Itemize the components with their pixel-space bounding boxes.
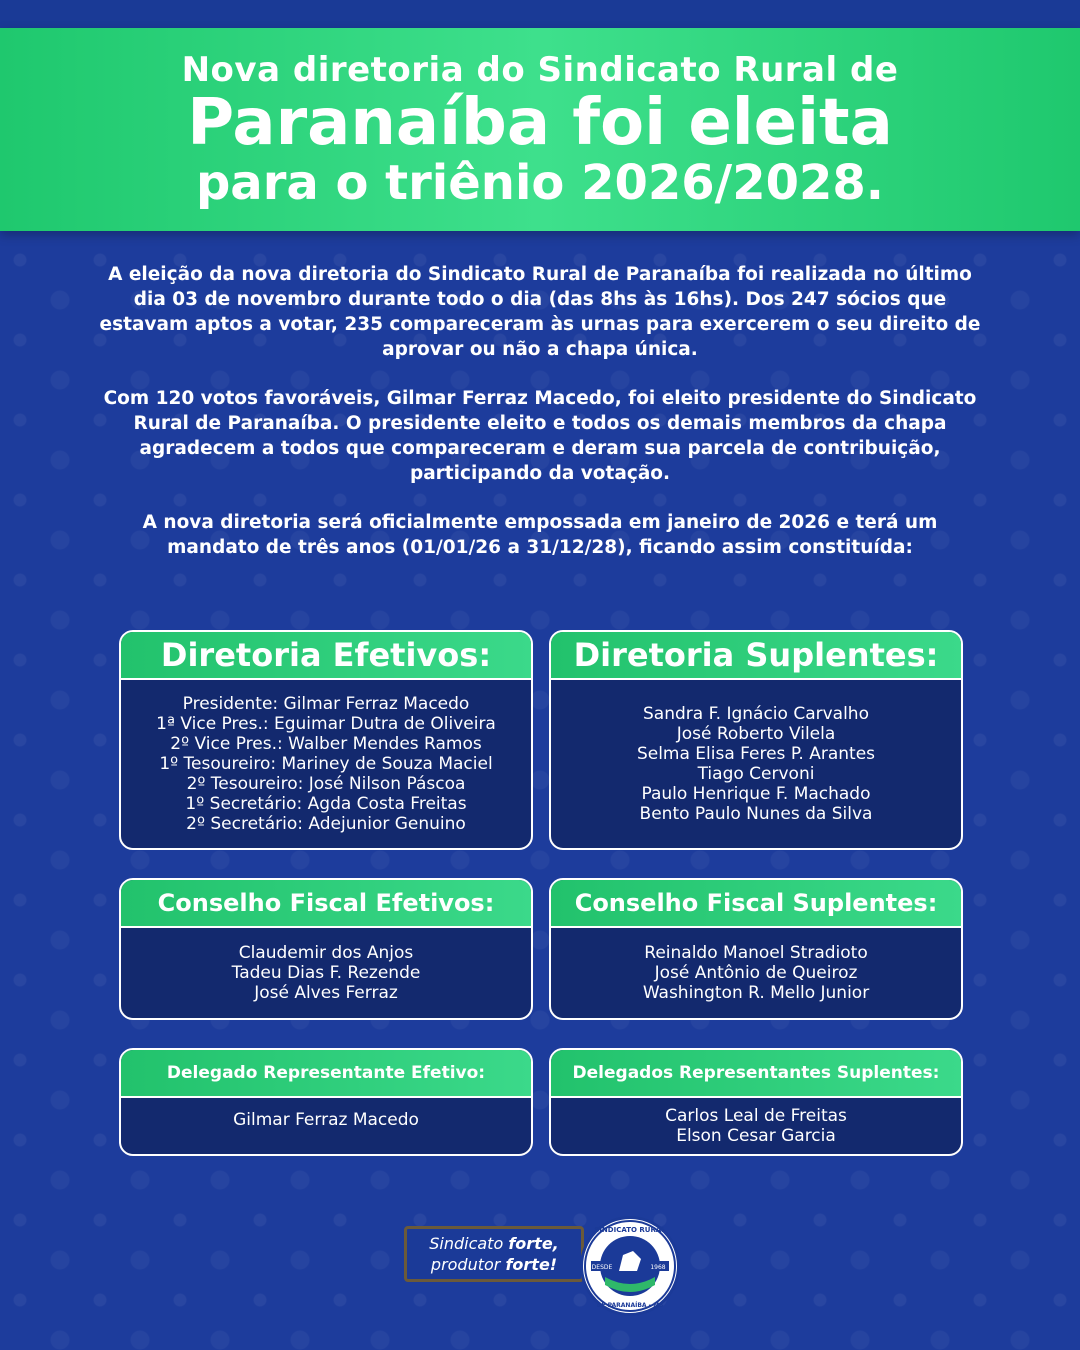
list-item: Carlos Leal de Freitas bbox=[665, 1106, 847, 1126]
seal-left-text: DESDE bbox=[591, 1264, 613, 1271]
headline-line-2: Paranaíba foi eleita bbox=[187, 85, 893, 160]
list-item: Tadeu Dias F. Rezende bbox=[231, 963, 421, 983]
list-item: 1º Tesoureiro: Mariney de Souza Maciel bbox=[159, 754, 493, 774]
headline-line-3: para o triênio 2026/2028. bbox=[195, 154, 885, 211]
top-strip bbox=[0, 0, 1080, 28]
card-body bbox=[121, 680, 531, 848]
list-item: Gilmar Ferraz Macedo bbox=[233, 1110, 419, 1130]
intro-paragraph-1: A eleição da nova diretoria do Sindicato Rural de Paranaíba foi realizada no último dia 03 de novembro durante todo o dia (das 8hs às 16hs). Dos 247 sócios que estavam aptos a votar, 235 compareceram às urnas para exercerem o seu direito de aprovar ou não a chapa única. bbox=[99, 264, 981, 360]
slogan-text: Sindicato bbox=[429, 1234, 509, 1253]
list-item: 2º Secretário: Adejunior Genuino bbox=[186, 814, 466, 834]
header-banner bbox=[0, 28, 1080, 231]
card-title: Delegados Representantes Suplentes: bbox=[551, 1050, 961, 1098]
slogan-text: produtor bbox=[430, 1255, 506, 1274]
slogan-line-2 bbox=[431, 1254, 557, 1275]
card-title: Diretoria Efetivos: bbox=[121, 632, 531, 680]
card-body bbox=[551, 680, 961, 848]
slogan-line-1 bbox=[429, 1233, 559, 1254]
list-item: José Antônio de Queiroz bbox=[654, 963, 858, 983]
list-item: Presidente: Gilmar Ferraz Macedo bbox=[182, 694, 470, 714]
card-title: Diretoria Suplentes: bbox=[551, 632, 961, 680]
list-item: Sandra F. Ignácio Carvalho bbox=[643, 704, 869, 724]
sindicato-seal-logo bbox=[580, 1216, 680, 1316]
list-item: Bento Paulo Nunes da Silva bbox=[639, 804, 873, 824]
list-item: Reinaldo Manoel Stradioto bbox=[644, 943, 868, 963]
list-item: Tiago Cervoni bbox=[697, 764, 815, 784]
list-item: José Alves Ferraz bbox=[254, 983, 398, 1003]
headline-line-1: Nova diretoria do Sindicato Rural de bbox=[181, 49, 899, 90]
card-body bbox=[551, 928, 961, 1018]
seal-icon bbox=[583, 1219, 677, 1313]
list-item: Claudemir dos Anjos bbox=[238, 943, 414, 963]
card-body bbox=[121, 1098, 531, 1154]
list-item: 2º Vice Pres.: Walber Mendes Ramos bbox=[170, 734, 482, 754]
card-diretoria-suplentes bbox=[549, 630, 963, 850]
list-item: Selma Elisa Feres P. Arantes bbox=[636, 744, 876, 764]
slogan-emphasis: forte, bbox=[508, 1234, 559, 1253]
list-item: 1º Secretário: Agda Costa Freitas bbox=[185, 794, 467, 814]
card-title: Conselho Fiscal Efetivos: bbox=[121, 880, 531, 928]
card-conselho-suplentes bbox=[549, 878, 963, 1020]
card-body bbox=[551, 1098, 961, 1154]
intro-paragraph-2: Com 120 votos favoráveis, Gilmar Ferraz Macedo, foi eleito presidente do Sindicato Rural de Paranaíba. O presidente eleito e todos os demais membros da chapa agradecem a todos que compareceram e deram sua parcela de contribuição, participando da votação. bbox=[103, 388, 977, 484]
card-title: Delegado Representante Efetivo: bbox=[121, 1050, 531, 1098]
list-item: José Roberto Vilela bbox=[676, 724, 836, 744]
card-delegado-efetivo bbox=[119, 1048, 533, 1156]
seal-bottom-text: DE PARANAÍBA - MS bbox=[596, 1302, 664, 1309]
slogan-emphasis: forte! bbox=[505, 1255, 558, 1274]
card-delegados-suplentes bbox=[549, 1048, 963, 1156]
seal-top-text: SINDICATO RURAL bbox=[594, 1226, 666, 1234]
intro-text bbox=[95, 262, 985, 584]
slogan-badge bbox=[404, 1226, 584, 1282]
card-conselho-efetivos bbox=[119, 878, 533, 1020]
list-item: Washington R. Mello Junior bbox=[642, 983, 870, 1003]
list-item: Paulo Henrique F. Machado bbox=[641, 784, 871, 804]
card-diretoria-efetivos bbox=[119, 630, 533, 850]
list-item: Elson Cesar Garcia bbox=[676, 1126, 836, 1146]
list-item: 2º Tesoureiro: José Nilson Páscoa bbox=[186, 774, 466, 794]
intro-paragraph-3: A nova diretoria será oficialmente empossada em janeiro de 2026 e terá um mandato de três anos (01/01/26 a 31/12/28), ficando assim constituída: bbox=[142, 512, 938, 558]
list-item: 1ª Vice Pres.: Eguimar Dutra de Oliveira bbox=[156, 714, 496, 734]
card-body bbox=[121, 928, 531, 1018]
seal-right-text: 1968 bbox=[650, 1264, 666, 1271]
card-title: Conselho Fiscal Suplentes: bbox=[551, 880, 961, 928]
